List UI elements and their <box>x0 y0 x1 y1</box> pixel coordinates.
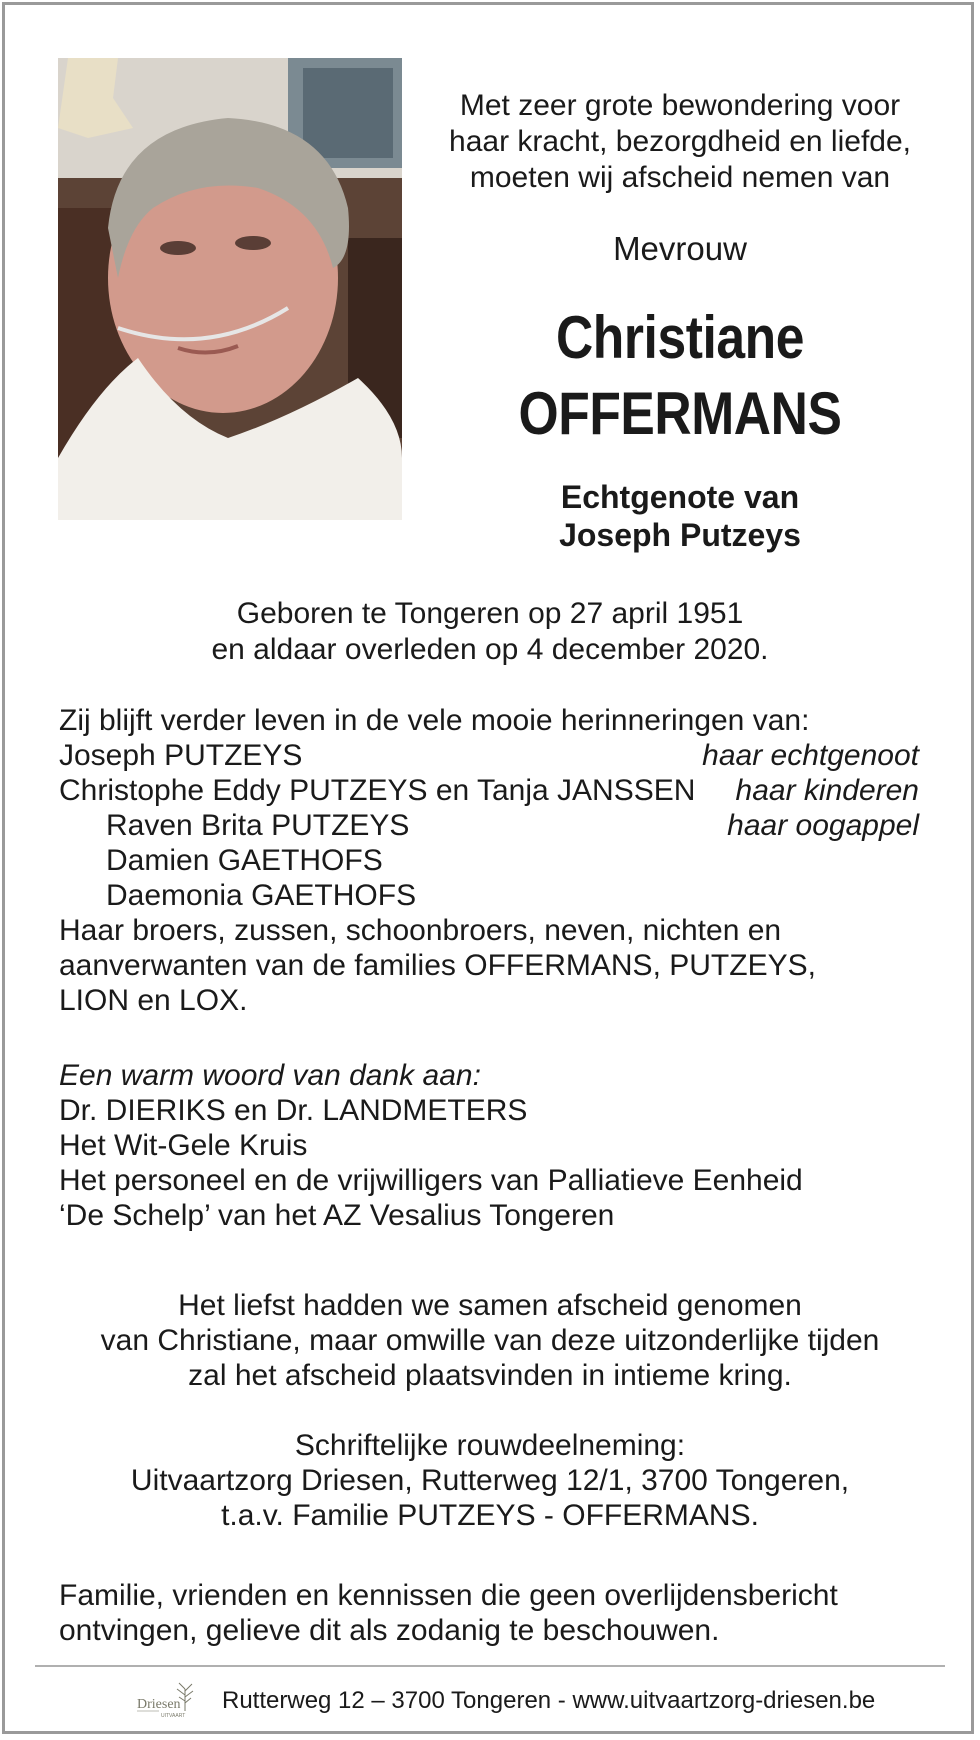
survivors-section <box>59 703 919 1018</box>
footer <box>0 1675 980 1725</box>
thanks-line: ‘De Schelp’ van het AZ Vesalius Tongeren <box>59 1199 615 1232</box>
farewell-line: zal het afscheid plaatsvinden in intieme kring. <box>188 1359 792 1392</box>
funeral-home-logo <box>135 1681 201 1723</box>
thanks-section <box>59 1058 919 1233</box>
condolence-line: Uitvaartzorg Driesen, Rutterweg 12/1, 3700 Tongeren, <box>130 1464 850 1497</box>
intro-line: moeten wij afscheid nemen van <box>469 161 891 194</box>
spouse-info <box>420 478 940 554</box>
farewell-line: Het liefst hadden we samen afscheid genomen <box>178 1289 802 1322</box>
farewell-section <box>40 1288 940 1393</box>
condolence-line: t.a.v. Familie PUTZEYS - OFFERMANS. <box>221 1499 759 1532</box>
footer-contact: Rutterweg 12 – 3700 Tongeren - www.uitvaartzorg-driesen.be <box>222 1687 876 1714</box>
survivor-role: haar echtgenoot <box>702 739 919 772</box>
notice-line: ontvingen, gelieve dit als zodanig te beschouwen. <box>59 1614 720 1647</box>
survivor-name: Christophe Eddy PUTZEYS en Tanja JANSSEN <box>59 774 696 807</box>
intro-line: Met zeer grote bewondering voor <box>459 89 901 122</box>
survivor-row <box>59 773 919 808</box>
intro-line: haar kracht, bezorgdheid en liefde, <box>449 125 911 158</box>
notice-section <box>59 1578 919 1648</box>
thanks-line: Het Wit-Gele Kruis <box>59 1129 308 1162</box>
extended-family-line: LION en LOX. <box>59 984 248 1017</box>
survivor-name: Raven Brita PUTZEYS <box>106 809 410 842</box>
portrait-photo <box>58 58 402 520</box>
honorific: Mevrouw <box>613 230 747 267</box>
thanks-line: Dr. DIERIKS en Dr. LANDMETERS <box>59 1094 528 1127</box>
survivor-row <box>59 738 919 773</box>
thanks-heading: Een warm woord van dank aan: <box>59 1059 481 1092</box>
survivor-row <box>59 843 919 878</box>
survivors-heading: Zij blijft verder leven in de vele mooie herinneringen van: <box>59 704 810 737</box>
condolence-line: Schriftelijke rouwdeelneming: <box>294 1429 686 1462</box>
birth-death-dates <box>60 596 920 668</box>
condolence-section <box>40 1428 940 1533</box>
footer-divider <box>35 1665 945 1667</box>
first-name: Christiane <box>555 304 805 371</box>
notice-line: Familie, vrienden en kennissen die geen overlijdensbericht <box>59 1579 838 1612</box>
logo-subtext: UITVAART <box>161 1713 186 1719</box>
spouse-line: Joseph Putzeys <box>559 517 801 553</box>
survivor-role: haar kinderen <box>735 774 919 807</box>
intro-text <box>420 88 940 196</box>
survivor-row <box>59 808 919 843</box>
thanks-line: Het personeel en de vrijwilligers van Palliatieve Eenheid <box>59 1164 803 1197</box>
survivor-name: Daemonia GAETHOFS <box>106 879 417 912</box>
survivor-name: Joseph PUTZEYS <box>59 739 303 772</box>
survivor-name: Damien GAETHOFS <box>106 844 383 877</box>
extended-family-line: Haar broers, zussen, schoonbroers, neven, nichten en <box>59 914 782 947</box>
dates-line: en aldaar overleden op 4 december 2020. <box>211 633 769 666</box>
deceased-name <box>456 300 903 452</box>
spouse-line: Echtgenote van <box>560 479 800 515</box>
last-name: OFFERMANS <box>518 380 842 447</box>
survivor-row <box>59 878 919 913</box>
logo-text: Driesen <box>137 1697 181 1712</box>
dates-line: Geboren te Tongeren op 27 april 1951 <box>236 597 744 630</box>
extended-family-line: aanverwanten van de families OFFERMANS, PUTZEYS, <box>59 949 816 982</box>
farewell-line: van Christiane, maar omwille van deze uitzonderlijke tijden <box>100 1324 880 1357</box>
survivor-role: haar oogappel <box>727 809 919 842</box>
